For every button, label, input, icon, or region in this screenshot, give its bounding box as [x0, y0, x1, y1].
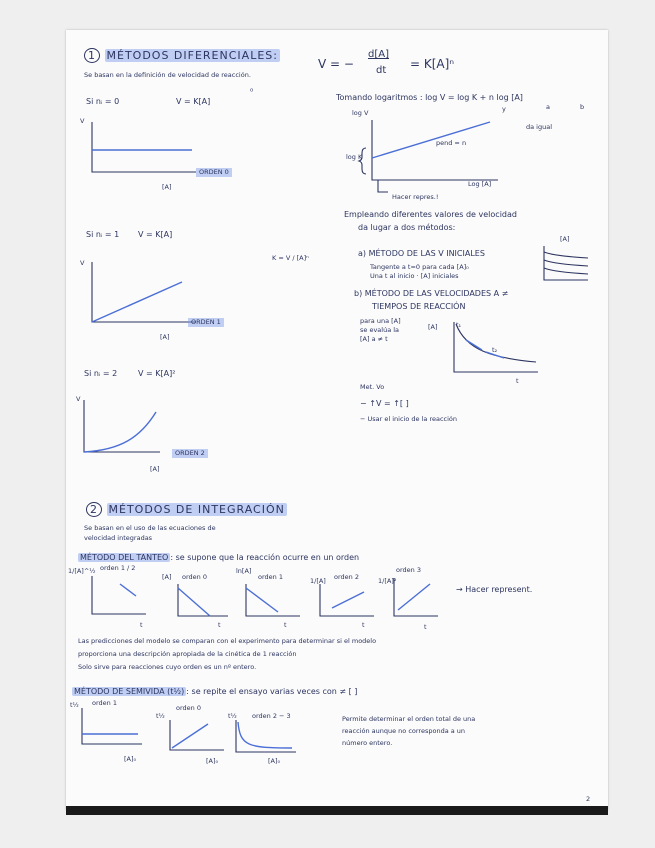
- tanteo-graph-5-order: orden 3: [396, 566, 421, 574]
- method-a-curve-3: [544, 268, 588, 274]
- tanteo-text: : se supone que la reacción ocurre en un orden: [170, 553, 360, 562]
- semi-graph-3-curve: [238, 722, 292, 748]
- tanteo-graph-2-xaxis: t: [218, 621, 221, 629]
- log-graph-arrow: [378, 180, 388, 192]
- method-b-tangent-1: [466, 340, 482, 350]
- method-a-title: a) MÉTODO DE LAS V INICIALES: [358, 249, 485, 258]
- tanteo-graph-5-axes: [394, 578, 438, 616]
- method-b-axis: [A]: [428, 323, 438, 331]
- tanteo-graph-1-axes: [92, 576, 146, 614]
- methods-intro-1: Empleando diferentes valores de velocidad: [344, 210, 517, 219]
- section2-title: [86, 504, 287, 515]
- tanteo-graph-2-line: [178, 588, 210, 616]
- method-a-axes: [544, 246, 588, 280]
- case0-axes: [92, 122, 196, 172]
- logs-side-note: da igual: [526, 123, 553, 131]
- method-b-title-2: TIEMPOS DE REACCIÓN: [372, 302, 466, 311]
- tanteo-graph-1-xaxis: t: [140, 621, 143, 629]
- case0-xaxis: [A]: [162, 183, 172, 191]
- section2-subtitle-2: velocidad integradas: [84, 534, 153, 542]
- method-a-note-2: Una t al inicio · [A] iniciales: [370, 272, 459, 280]
- case1-label: Si nᵢ = 1: [86, 230, 120, 239]
- tanteo-graph-3-yaxis: ln[A]: [236, 567, 252, 575]
- log-xaxis: Log [A]: [468, 180, 492, 188]
- tanteo-graph-3-axes: [246, 584, 300, 616]
- log-graph-yaxis: log V: [352, 109, 369, 117]
- page-number: 2: [586, 795, 591, 803]
- semi-graph-1-xaxis: [A]₀: [124, 755, 137, 763]
- semi-line: [72, 688, 357, 696]
- case1-xaxis: [A]: [160, 333, 170, 341]
- logs-intro: Tomando logaritmos : log V = log K + n log [A]: [336, 93, 523, 102]
- case0-order: ORDEN 0: [196, 168, 232, 177]
- case1-line: [92, 282, 182, 322]
- case1-yaxis: V: [80, 259, 85, 267]
- method-b-note-2: se evalúa la: [360, 326, 400, 334]
- tanteo-graph-4-yaxis: 1/[A]: [310, 577, 326, 585]
- logs-b: b: [580, 103, 585, 111]
- case1-axes: [92, 262, 196, 322]
- case1-order: ORDEN 1: [188, 318, 224, 327]
- semi-graph-2-axes: [170, 720, 224, 750]
- tanteo-graph-4-order: orden 2: [334, 573, 359, 581]
- method-b-note-1: para una [A]: [360, 317, 401, 325]
- predictions-line-1: Las predicciones del modelo se comparan con el experimento para determinar si el modelo: [78, 637, 377, 645]
- case0-label: Si nᵢ = 0: [86, 97, 120, 106]
- semi-title: MÉTODO DE SEMIVIDA (t½): [74, 687, 185, 696]
- rate-equation-lhs: V = −: [318, 57, 354, 71]
- section1-subtitle: Se basan en la definición de velocidad de reacción.: [84, 71, 251, 79]
- semi-graph-1-order: orden 1: [92, 699, 117, 707]
- tanteo-graph-5-line: [398, 584, 430, 610]
- section1-title: [84, 50, 280, 61]
- section1-title-text: MÉTODOS DIFERENCIALES:: [106, 49, 278, 62]
- case2-equation: V = K[A]²: [138, 369, 176, 378]
- method-a-note-1: Tangente a t=0 para cada [A]₀: [370, 263, 469, 271]
- rate-equation-denominator: dt: [376, 65, 387, 76]
- tanteo-graph-3-plot: [244, 582, 304, 622]
- log-graph-line: [372, 122, 490, 158]
- case2-order: ORDEN 2: [172, 449, 208, 458]
- tanteo-graph-2-order: orden 0: [182, 573, 207, 581]
- log-graph-axes: [372, 120, 498, 180]
- section2-subtitle-1: Se basan en el uso de las ecuaciones de: [84, 524, 216, 532]
- tanteo-line: [78, 554, 359, 562]
- log-slope: pend = n: [436, 139, 467, 147]
- tanteo-note: → Hacer represent.: [456, 585, 533, 594]
- semi-graph-1-yaxis: t½: [70, 701, 79, 709]
- tanteo-graph-1-plot: [90, 574, 150, 620]
- case0-graph: [86, 120, 206, 180]
- semi-graph-2-order: orden 0: [176, 704, 201, 712]
- predictions-line-3: Solo sirve para reacciones cuyo orden es un nº entero.: [78, 663, 257, 671]
- case0-yaxis: V: [80, 117, 85, 125]
- tanteo-graph-3-order: orden 1: [258, 573, 283, 581]
- method-b-t2: t₂: [492, 346, 498, 354]
- semi-graph-3-xaxis: [A]₀: [268, 757, 281, 765]
- section1-number: 1: [84, 48, 100, 63]
- method-a-curve-2: [544, 260, 588, 266]
- semi-graph-2-yaxis: t½: [156, 712, 165, 720]
- tanteo-graph-2-yaxis: [A]: [162, 573, 172, 581]
- method-a-curve-1: [544, 252, 588, 258]
- tanteo-graph-2-plot: [176, 582, 232, 622]
- case2-yaxis: V: [76, 395, 81, 403]
- logs-y: y: [502, 105, 506, 113]
- tanteo-graph-4-xaxis: t: [362, 621, 365, 629]
- predictions-line-2: proporciona una descripción apropiada de la cinética de 1 reacción: [78, 650, 297, 658]
- semi-graph-3-yaxis: t½: [228, 712, 237, 720]
- case1-equation: V = K[A]: [138, 230, 173, 239]
- case2-xaxis: [A]: [150, 465, 160, 473]
- tanteo-graph-4-plot: [318, 582, 378, 622]
- method-b-t1: t₁: [456, 321, 462, 329]
- log-k: log K: [346, 153, 363, 161]
- semi-graph-2-plot: [168, 718, 228, 756]
- method-a-axis: [A]: [560, 235, 570, 243]
- logs-a: a: [546, 103, 550, 111]
- page-bottom-edge: [66, 806, 608, 815]
- section2-number: 2: [86, 502, 102, 517]
- mvo-line-1: − ↑V = ↑[ ]: [360, 399, 409, 408]
- semi-note-3: número entero.: [342, 739, 393, 747]
- semi-graph-2-line: [172, 724, 208, 748]
- tanteo-graph-2-axes: [178, 584, 228, 616]
- rate-equation-numerator: d[A]: [368, 49, 389, 60]
- section2-title-text: MÉTODOS DE INTEGRACIÓN: [108, 503, 285, 516]
- tanteo-graph-5-plot: [392, 576, 442, 622]
- semi-note-1: Permite determinar el orden total de una: [342, 715, 476, 723]
- case2-label: Si nᵢ = 2: [84, 369, 118, 378]
- tanteo-graph-5-xaxis: t: [424, 623, 427, 631]
- tanteo-graph-4-line: [332, 592, 364, 608]
- methods-intro-2: da lugar a dos métodos:: [358, 223, 456, 232]
- semi-text: : se repite el ensayo varias veces con ≠ [ ]: [186, 687, 358, 696]
- log-note: Hacer repres.!: [392, 193, 439, 201]
- tanteo-graph-3-line: [246, 588, 278, 612]
- case0-exponent: ⁰: [250, 87, 254, 96]
- case2-graph: [80, 398, 180, 458]
- tanteo-graph-5-yaxis: 1/[A]²: [378, 577, 397, 585]
- rate-equation-rhs: = K[A]ⁿ: [410, 57, 455, 71]
- tanteo-title: MÉTODO DEL TANTEO: [80, 553, 169, 562]
- method-a-graph: [542, 244, 592, 284]
- tanteo-graph-1-yaxis: 1/[A]^½: [68, 567, 96, 575]
- semi-note-2: reacción aunque no corresponda a un: [342, 727, 466, 735]
- semi-graph-1-axes: [82, 708, 142, 744]
- method-b-t: t: [516, 377, 519, 385]
- semi-graph-1-plot: [80, 706, 146, 750]
- case1-k: K = V / [A]ⁿ: [272, 254, 309, 262]
- semi-graph-3-order: orden 2 − 3: [252, 712, 291, 720]
- tanteo-graph-3-xaxis: t: [284, 621, 287, 629]
- semi-graph-2-xaxis: [A]₀: [206, 757, 219, 765]
- tanteo-graph-1-line: [120, 584, 136, 596]
- tanteo-graph-1-order: orden 1 / 2: [100, 564, 136, 572]
- method-b-title-1: b) MÉTODO DE LAS VELOCIDADES A ≠: [354, 289, 509, 298]
- method-b-note-3: [A] a ≠ t: [360, 335, 388, 343]
- mvo-title: Met. Vo: [360, 383, 385, 391]
- case2-curve: [84, 412, 156, 452]
- case0-equation: V = K[A]: [176, 97, 211, 106]
- semi-graph-3-plot: [234, 718, 300, 758]
- mvo-line-2: − Usar el inicio de la reacción: [360, 415, 458, 423]
- method-b-curve: [456, 321, 536, 362]
